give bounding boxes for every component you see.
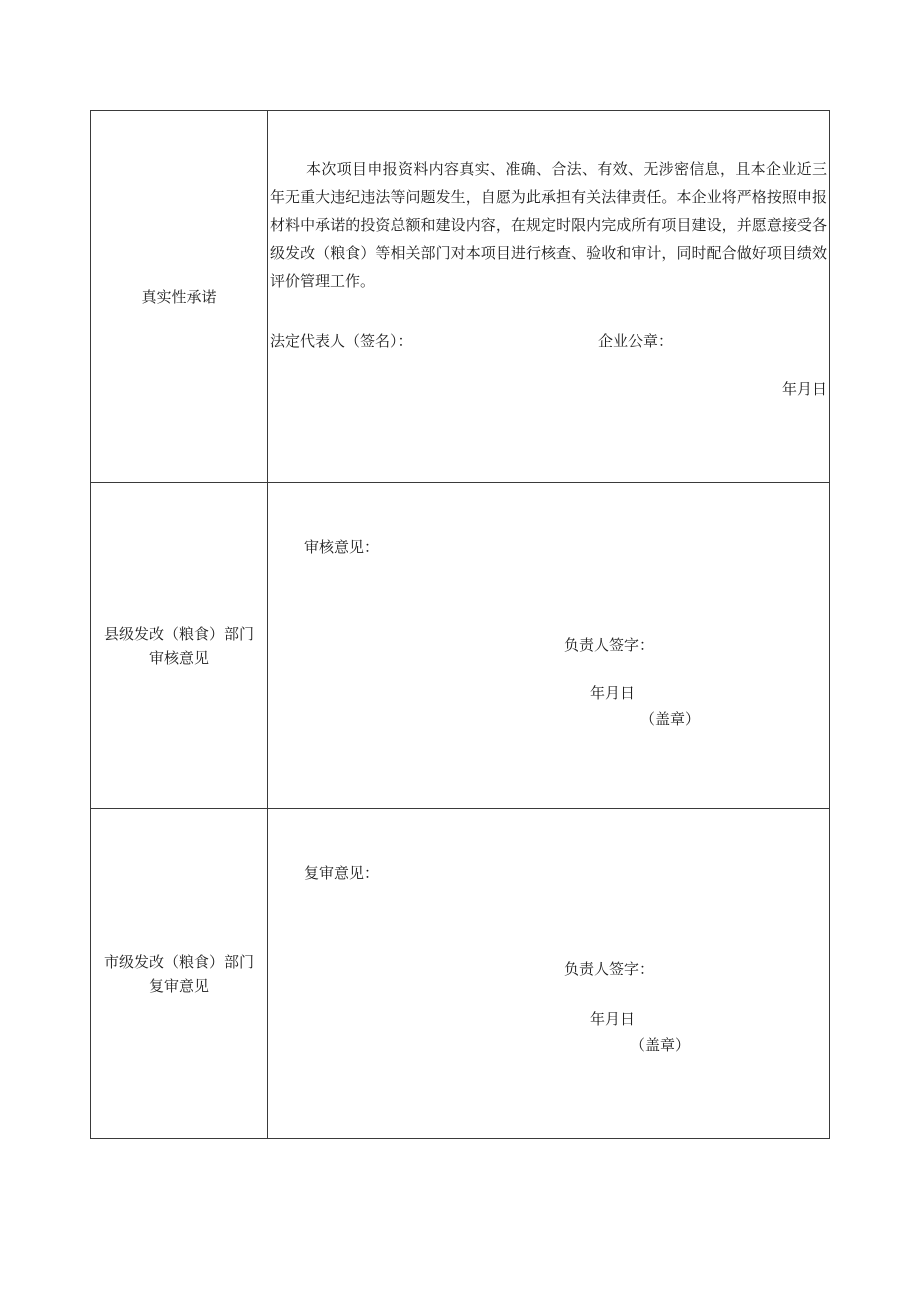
city-review-row xyxy=(91,809,830,1139)
pledge-row xyxy=(91,111,830,483)
pledge-content-cell xyxy=(268,111,830,483)
pledge-date-label: 年月日 xyxy=(781,380,827,398)
legal-representative-signature-label: 法定代表人（签名）： xyxy=(270,332,413,350)
city-date-label: 年月日 xyxy=(590,1010,636,1028)
county-signer-label: 负责人签字： xyxy=(564,636,655,654)
city-label-line2: 复审意见 xyxy=(148,976,209,995)
county-label-line1: 县级发改（粮食）部门 xyxy=(103,624,254,643)
county-label-cell xyxy=(91,483,268,809)
county-stamp-label: （盖章） xyxy=(640,710,701,728)
pledge-label: 真实性承诺 xyxy=(141,287,217,306)
pledge-statement: 本次项目申报资料内容真实、准确、合法、有效、无涉密信息，且本企业近三年无重大违纪违法等问题发生，自愿为此承担有关法律责任。本企业将严格按照申报材料中承诺的投资总额和建设内容，在规定时限内完成所有项目建设，并愿意接受各级发改（粮食）等相关部门对本项目进行核查、验收和审计，同时配合做好项目绩效评价管理工作。 xyxy=(270,160,827,290)
city-stamp-label: （盖章） xyxy=(630,1036,691,1054)
city-label-line1: 市级发改（粮食）部门 xyxy=(103,952,254,971)
county-content-cell xyxy=(268,483,830,809)
pledge-label-cell xyxy=(91,111,268,483)
county-date-label: 年月日 xyxy=(590,684,636,702)
city-opinion-label: 复审意见： xyxy=(304,864,380,882)
approval-form-table xyxy=(90,110,830,1139)
county-label-line2: 审核意见 xyxy=(148,648,209,667)
city-content-cell xyxy=(268,809,830,1139)
city-signer-label: 负责人签字： xyxy=(564,960,655,978)
city-label-cell xyxy=(91,809,268,1139)
company-seal-label: 企业公章： xyxy=(598,332,674,350)
county-review-row xyxy=(91,483,830,809)
county-opinion-label: 审核意见： xyxy=(304,538,380,556)
